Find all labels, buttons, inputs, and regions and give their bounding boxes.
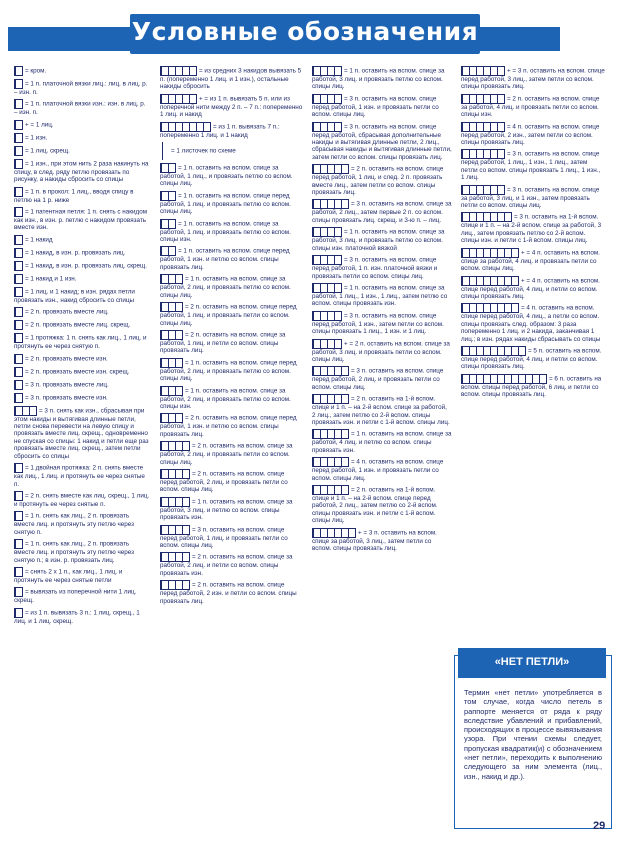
legend-text: = 3 п. оставить на вспом. спице перед работой, 1 изн. и провязать петли со вспом. спицы лиц. <box>312 95 439 119</box>
chart-symbol-icon <box>160 246 176 256</box>
legend-text: = 1 п. оставить на вспом. спице за работой, 2 лиц. и провязать петлю со вспом. спицы лиц. <box>160 275 291 299</box>
chart-symbol-icon <box>160 497 190 507</box>
legend-text: = 1 накид <box>25 236 53 244</box>
legend-entry <box>14 187 150 204</box>
legend-entry <box>14 235 150 245</box>
legend-entry <box>14 380 150 390</box>
legend-entry <box>14 248 150 258</box>
legend-column-1 <box>14 66 150 628</box>
chart-symbol-icon <box>14 406 37 416</box>
legend-entry <box>160 330 303 355</box>
legend-entry <box>160 219 303 244</box>
legend-entry <box>14 146 150 156</box>
legend-text: = 1 изн. <box>25 134 48 142</box>
legend-entry <box>312 199 452 224</box>
chart-symbol-icon <box>160 469 190 479</box>
legend-text: = 2 п. оставить на 1-й вспом. спице и 1 п. – на 2-й вспом. спице перед работой, 2 лиц., затем петлю со 2-й вспом. спицы провязать изн. и петли с 1-й вспом. спицы лиц. <box>312 486 438 525</box>
legend-entry <box>461 303 605 343</box>
chart-symbol-icon <box>14 333 23 343</box>
legend-entry <box>14 587 150 604</box>
legend-entry <box>461 346 605 371</box>
chart-symbol-icon <box>14 367 23 377</box>
legend-entry <box>14 287 150 304</box>
legend-entry <box>160 191 303 216</box>
chart-symbol-icon <box>160 302 183 312</box>
legend-entry <box>14 406 150 460</box>
legend-entry <box>14 99 150 116</box>
chart-symbol-icon <box>312 429 349 439</box>
chart-symbol-icon <box>160 122 211 132</box>
chart-symbol-icon <box>14 320 23 330</box>
legend-entry <box>14 567 150 584</box>
legend-entry <box>160 441 303 466</box>
chart-symbol-icon <box>14 608 23 618</box>
chart-symbol-icon <box>160 441 190 451</box>
legend-text: = 1 п. оставить на вспом. спице за работой, 1 лиц., 1 изн., 1 лиц., затем петлю со вспом. спицы провязать изн. <box>312 284 448 308</box>
legend-text: = из 1 п. вывязать 3 п.: 1 лиц. скрещ., 1 лиц. и 1 лиц. скрещ. <box>14 609 140 625</box>
legend-text: = 1 п. снять как лиц., 2 п. провязать вместе лиц. и протянуть эту петлю через снятую п.; в изн. р. провязать лиц. <box>14 540 135 564</box>
legend-text: = 3 п. оставить на вспом. спице за работой, 2 лиц., затем первые 2 п. со вспом. спицы провязать лиц. скрещ. и 3-ю п. – лиц. <box>312 201 452 224</box>
legend-entry <box>14 333 150 350</box>
chart-symbol-icon <box>312 122 342 132</box>
legend-text: = 3 п. оставить на 1-й вспом. спице и 1 п. – на 2-й вспом. спице за работой, 3 лиц., затем провязать петлю со 2-й вспом. спицы изн. и петли с 1-й вспом. спицы лиц. <box>461 214 602 245</box>
chart-symbol-icon <box>14 393 23 403</box>
legend-entry <box>461 66 605 91</box>
chart-symbol-icon <box>14 248 23 258</box>
leaf-symbol-icon <box>162 142 165 160</box>
legend-entry <box>312 283 452 308</box>
chart-symbol-icon <box>312 164 349 174</box>
chart-symbol-icon <box>461 374 547 384</box>
chart-symbol-icon <box>160 94 197 104</box>
chart-symbol-icon <box>160 525 190 535</box>
chart-symbol-icon <box>14 66 23 76</box>
chart-symbol-icon <box>160 274 183 284</box>
chart-symbol-icon <box>160 358 183 368</box>
legend-entry <box>14 120 150 130</box>
legend-entry <box>160 94 303 119</box>
chart-symbol-icon <box>461 185 505 195</box>
legend-entry <box>14 307 150 317</box>
legend-text: + = из 1 п. вывязать 5 п. или из поперечной нити между 2 п. – 7 п.: попеременно 1 лиц. и накид <box>160 95 303 119</box>
chart-symbol-icon <box>461 276 519 286</box>
legend-text: = 1 п. в прокол: 1 лиц., вводя спицу в петлю на 1 р. ниже <box>14 188 134 204</box>
legend-text: = 2 п. оставить на вспом. спице перед работой, 2 лиц. и провязать петли со вспом. спицы лиц. <box>160 470 288 494</box>
chart-symbol-icon <box>14 511 23 521</box>
page-title: Условные обозначения <box>131 17 479 46</box>
legend-text: = 1 п. оставить на вспом. спице перед работой, 2 лиц. и провязать петлю со вспом. спицы лиц. <box>160 359 297 383</box>
legend-entry <box>312 122 452 162</box>
legend-text: = из 1 п. вывязать 7 п.: попеременно 1 лиц. и 1 накид <box>160 123 280 139</box>
legend-text: + = 2 п. оставить на вспом. спице за работой, 3 лиц. и провязать петли со вспом. спицы лиц. <box>312 340 450 363</box>
legend-text: = 1 лиц. и 1 накид; в изн. рядах петли провязать изн., накид сбросить со спицы <box>14 288 135 304</box>
legend-entry <box>160 525 303 550</box>
legend-entry <box>14 261 150 271</box>
legend-text: = 2 п. оставить на вспом. спице перед работой, 1 лиц. и след. 2 п. провязать вместе лиц., затем петли со вспом. спицы провязать лиц. <box>312 165 444 197</box>
legend-entry <box>160 274 303 299</box>
legend-entry <box>14 491 150 508</box>
legend-entry <box>160 122 303 139</box>
legend-text: = 1 п. оставить на вспом. спице за работой, 3 лиц. и провязать петлю со вспом. спицы лиц. <box>312 67 445 91</box>
chart-symbol-icon <box>160 330 183 340</box>
legend-text: = 2 п. провязать вместе изн. скрещ. <box>25 368 130 376</box>
legend-text: = 3 п. провязать вместе лиц. <box>25 381 109 389</box>
chart-symbol-icon <box>160 163 176 173</box>
no-loop-title: «НЕТ ПЕТЛИ» <box>494 656 570 668</box>
chart-symbol-icon <box>312 66 342 76</box>
legend-entry <box>312 94 452 119</box>
legend-text: = 3 п. оставить на вспом. спице за работой, 3 лиц. и 1 изн., затем провязать петли со вспом. спицы лиц. <box>461 186 600 210</box>
legend-text: + = 4 п. оставить на вспом. спице за работой, 4 лиц. и провязать петли со вспом. спицы лиц. <box>461 249 600 273</box>
legend-text: = 4 п. оставить на вспом. спице перед работой, 2 изн., затем петли со вспом. спицы провязать лиц. <box>461 123 600 147</box>
chart-symbol-icon <box>312 227 342 237</box>
chart-symbol-icon <box>14 539 23 549</box>
legend-entry <box>312 255 452 280</box>
legend-entry <box>461 248 605 273</box>
legend-text: = 3 п. оставить на вспом. спице перед работой, сбрасывая дополнительные накиды и вытягивая длинные петли, 2 лиц., сбрасывая накиды и вытягивая длинные петли, затем петли со вспом. спицы провязать лиц. <box>312 123 452 161</box>
legend-entry <box>312 457 452 482</box>
chart-symbol-icon <box>312 457 349 467</box>
legend-entry <box>461 212 605 244</box>
legend-column-2 <box>160 66 303 608</box>
legend-text: = 1 п. оставить на вспом. спице за работой, 2 лиц. и провязать петлю со вспом. спицы изн. <box>160 387 291 410</box>
legend-text: = 2 п. провязать вместе лиц. <box>25 308 109 316</box>
legend-entry <box>14 133 150 143</box>
legend-entry <box>312 66 452 91</box>
legend-text: = 2 п. провязать вместе лиц. скрещ. <box>25 321 131 329</box>
chart-symbol-icon <box>160 66 197 76</box>
legend-entry <box>14 463 150 488</box>
chart-symbol-icon <box>312 366 349 376</box>
chart-symbol-icon <box>14 207 23 217</box>
legend-text: = снять 2 х 1 п., как лиц., 1 лиц. и протянуть ее через снятые петли <box>14 568 123 584</box>
legend-text: = 1 двойная протяжка: 2 п. снять вместе как лиц., 1 лиц. и протянуть ее через снятые п. <box>14 464 145 488</box>
chart-symbol-icon <box>14 491 23 501</box>
legend-entry <box>461 185 605 210</box>
chart-symbol-icon <box>14 587 23 597</box>
legend-text: = 1 п. оставить на вспом. спице перед работой, 1 лиц. и провязать петлю со вспом. спицы лиц. <box>160 192 291 216</box>
legend-column-3 <box>312 66 452 555</box>
legend-entry <box>14 207 150 232</box>
chart-symbol-icon <box>461 66 505 76</box>
legend-entry <box>160 580 303 605</box>
legend-text: = 1 п. оставить на вспом. спице за работой, 3 лиц. и петлю со вспом. спицы провязать изн. <box>160 498 293 522</box>
legend-text: = 1 накид, в изн. р. провязать лиц. скрещ. <box>25 262 147 270</box>
legend-text: = 2 п. оставить на вспом. спице перед работой, 2 изн. и петли со вспом. спицы провязать лиц. <box>160 581 297 605</box>
legend-text: = 5 п. оставить на вспом. спице перед работой, 4 лиц. и петли со вспом. спицы провязать лиц. <box>461 347 602 371</box>
legend-text: + = 3 п. оставить на вспом. спице перед работой, 3 лиц., затем петли со вспом. спицы провязать лиц. <box>461 67 605 91</box>
legend-entry <box>14 511 150 536</box>
chart-symbol-icon <box>14 79 23 89</box>
chart-symbol-icon <box>312 339 342 349</box>
legend-entry <box>14 320 150 330</box>
legend-entry <box>312 528 452 553</box>
chart-symbol-icon <box>14 120 23 130</box>
legend-entry <box>160 163 303 188</box>
legend-text: = 1 п. платочной вязки лиц.: лиц. в лиц. р. – изн. п. <box>14 80 148 96</box>
legend-entry <box>14 608 150 625</box>
legend-text: + = 3 п. оставить на вспом. спице за работой, 3 лиц., затем петли со вспом. спицы провязать лиц. <box>312 529 437 553</box>
legend-text: = 1 п. оставить на вспом. спице за работой, 1 лиц., и провязать петлю со вспом. спицы лиц. <box>160 164 293 188</box>
chart-symbol-icon <box>14 261 23 271</box>
chart-symbol-icon <box>14 133 23 143</box>
legend-text: = 1 накид, в изн. р. провязать лиц. <box>25 249 126 257</box>
chart-symbol-icon <box>14 380 23 390</box>
page-number: 29 <box>593 820 606 832</box>
legend-entry <box>14 79 150 96</box>
legend-entry <box>14 367 150 377</box>
chart-symbol-icon <box>14 99 23 109</box>
chart-symbol-icon <box>160 386 183 396</box>
chart-symbol-icon <box>14 354 23 364</box>
legend-text: = 2 п. оставить на вспом. спице перед работой, 1 изн. и петлю со вспом. спицы провязать лиц. <box>160 415 297 438</box>
legend-text: = из средних 3 накидов вывязать 5 п. (попеременно 1 лиц. и 1 изн.), остальные накиды сбросить <box>160 67 302 91</box>
legend-text: = 3 п. оставить на вспом. спице перед работой, 1 лиц., 1 изн., 1 лиц., затем петли со вспом. спицы провязать 1 лиц., 1 изн., 1 лиц. <box>461 151 601 182</box>
chart-symbol-icon <box>160 552 190 562</box>
chart-symbol-icon <box>14 463 23 473</box>
legend-text: = 1 патентная петля: 1 п. снять с накидом как изн., в изн. р. петлю с накидом провязать вместе изн. <box>14 208 148 232</box>
legend-text: = 3 п. снять как изн., сбрасывая при этом накиды и вытягивая длинные петли, петли снова перевести на левую спицу и провязать вместе лиц. скрещ., одновременно не спуская со спицы: 1 накид и петли еще раз провязать вместе лиц. скрещ., затем петли сбросить со спицы <box>14 407 149 460</box>
chart-symbol-icon <box>160 413 183 423</box>
chart-symbol-icon <box>461 303 519 313</box>
legend-entry <box>160 497 303 522</box>
chart-symbol-icon <box>461 149 505 159</box>
legend-entry <box>14 539 150 564</box>
legend-text: = 2 п. оставить на 1-й вспом. спице и 1 п. – на 2-й вспом. спице за работой, 2 лиц., затем петлю со 2-й вспом. спицы провязать изн. и петли с 1-й вспом. спицы лиц. <box>312 395 450 426</box>
legend-text: = вывязать из поперечной нити 1 лиц. скрещ. <box>14 589 137 605</box>
legend-text: = 1 п. оставить на вспом. спице за работой, 4 лиц. и петлю со вспом. спицы провязать изн. <box>312 431 452 454</box>
legend-text: = 4 п. оставить на вспом. спице перед работой, 4 лиц., а петли со вспом. спицы провязать след. образом: 3 раза попеременно 1 лиц. и 2 накида, заканчивая 1 лиц.; в изн. рядах накиды сбрасывать со спицы <box>461 304 601 343</box>
legend-entry <box>312 366 452 391</box>
legend-text: = 2 п. оставить на вспом. спице за работой, 2 лиц. и петли со вспом. спицы провязать изн. <box>160 554 293 577</box>
chart-symbol-icon <box>14 235 23 245</box>
chart-symbol-icon <box>14 307 23 317</box>
legend-entry <box>312 227 452 252</box>
legend-text: = 1 изн., при этом нить 2 раза накинуть на спицу, в след. ряду петлю провязать по рисунку, а накиды сбросить со спицы <box>14 160 149 184</box>
chart-symbol-icon <box>312 394 349 404</box>
chart-symbol-icon <box>461 212 512 222</box>
chart-symbol-icon <box>461 248 519 258</box>
legend-text: = 2 п. оставить на вспом. спице за работой, 4 лиц. и провязать петли со вспом. спицы изн. <box>461 95 600 119</box>
legend-entry <box>312 429 452 454</box>
chart-symbol-icon <box>312 283 342 293</box>
legend-entry <box>461 94 605 119</box>
legend-entry <box>160 302 303 327</box>
legend-text: + = 1 лиц. <box>25 121 54 129</box>
chart-symbol-icon <box>461 94 505 104</box>
chart-symbol-icon <box>160 580 190 590</box>
legend-entry <box>160 386 303 411</box>
chart-symbol-icon <box>312 199 349 209</box>
legend-entry <box>312 394 452 426</box>
chart-symbol-icon <box>312 255 342 265</box>
legend-text: = 1 накид и 1 изн. <box>25 275 77 283</box>
chart-symbol-icon <box>14 146 23 156</box>
legend-entry <box>312 485 452 525</box>
legend-entry <box>14 354 150 364</box>
chart-symbol-icon <box>461 122 505 132</box>
chart-symbol-icon <box>14 187 23 197</box>
legend-text: = 3 п. оставить на вспом. спице перед работой, 1 лиц. и провязать петли со вспом. спицы лиц. <box>160 526 288 549</box>
legend-entry <box>14 393 150 403</box>
legend-entry <box>461 276 605 301</box>
legend-entry <box>312 164 452 196</box>
chart-symbol-icon <box>14 567 23 577</box>
legend-entry <box>160 66 303 91</box>
chart-symbol-icon <box>14 274 23 284</box>
legend-entry <box>160 246 303 271</box>
legend-text: = 1 п. оставить на вспом. спице за работой, 1 лиц. и провязать петлю со вспом. спицы изн. <box>160 220 291 244</box>
legend-text: = 2 п. оставить на вспом. спице перед работой, 1 лиц. и провязать петли со вспом. спицы лиц. <box>160 303 297 327</box>
legend-text: = 3 п. оставить на вспом. спице перед работой, 1 изн., затем петли со вспом. спицы провязать 1 лиц., 1 изн. и 1 лиц. <box>312 312 444 336</box>
legend-entry <box>14 66 150 76</box>
legend-entry <box>14 159 150 184</box>
legend-text: = кром. <box>25 67 47 75</box>
legend-text: = 3 п. оставить на вспом. спице перед работой, 1 п. изн. платочной вязки и провязать петли со вспом. спицы лиц. <box>312 256 438 280</box>
legend-column-4 <box>461 66 605 402</box>
chart-symbol-icon <box>160 219 176 229</box>
legend-text: = 3 п. оставить на вспом. спице перед работой, 2 лиц. и провязать петли со вспом. спицы лиц. <box>312 368 444 391</box>
legend-text: = 2 п. снять вместе как лиц. скрещ., 1 лиц. и протянуть ее через снятые п. <box>14 492 150 508</box>
chart-symbol-icon <box>312 94 342 104</box>
legend-entry <box>461 149 605 181</box>
chart-symbol-icon <box>312 311 342 321</box>
legend-entry <box>312 311 452 336</box>
legend-entry <box>160 552 303 577</box>
legend-text: = 3 п. провязать вместе изн. <box>25 394 108 402</box>
legend-text: = 1 п. оставить на вспом. спице перед работой, 1 изн. и петлю со вспом. спицы провязать лиц. <box>160 248 290 271</box>
legend-text: = 1 п. оставить на вспом. спице за работой, 3 лиц. и провязать петлю со вспом. спицы изн. платочной вязкой <box>312 228 445 252</box>
legend-text: = 4 п. оставить на вспом. спице перед работой, 1 изн. и провязать петли со вспом. спицы лиц. <box>312 458 444 482</box>
chart-symbol-icon <box>160 191 176 201</box>
legend-entry <box>14 274 150 284</box>
legend-entry <box>461 122 605 147</box>
legend-text: = 1 листочек по схеме <box>171 147 236 155</box>
chart-symbol-icon <box>312 485 349 495</box>
legend-text: = 2 п. оставить на вспом. спице за работой, 1 лиц. и петли со вспом. спицы провязать лиц. <box>160 331 286 355</box>
legend-entry <box>461 374 605 399</box>
legend-text: = 1 п. платочной вязки изн.: изн. в лиц. р. – изн. п. <box>14 101 146 117</box>
legend-entry <box>160 358 303 383</box>
no-loop-text: Термин «нет петли» употребляется в том случае, когда число петель в раппорте меняется от ряда к ряду вследствие убавлений и прибавлений, происходящих в процессе вывязывания узора. При чтении схемы следует, пропуская квадратик(и) с обозначением «нет петли», переходить к выполнению следующего за ним элемента (лиц., изн., накид и др.). <box>464 688 602 781</box>
legend-text: = 6 п. оставить на вспом. спицы перед работой, 6 лиц. и петли со вспом. спицы провязать лиц. <box>461 375 602 399</box>
chart-symbol-icon <box>461 346 526 356</box>
chart-symbol-icon <box>14 287 23 297</box>
legend-text: = 2 п. оставить на вспом. спице за работой, 2 лиц. и провязать петли со вспом. спицы лиц. <box>160 442 293 466</box>
page-header <box>0 0 620 62</box>
legend-entry <box>312 339 452 364</box>
legend-entry <box>160 142 303 160</box>
legend-text: = 1 протяжка: 1 п. снять как лиц., 1 лиц. и протянуть ее через снятую п. <box>14 334 147 351</box>
legend-text: = 1 п. снять как лиц., 2 п. провязать вместе лиц. и протянуть эту петлю через снятую п. <box>14 512 135 536</box>
legend-text: + = 4 п. оставить на вспом. спице перед работой, 4 лиц. и петли со вспом. спицы провязать лиц. <box>461 277 600 300</box>
legend-text: = 2 п. провязать вместе изн. <box>25 355 108 363</box>
legend-entry <box>160 413 303 438</box>
legend-entry <box>160 469 303 494</box>
chart-symbol-icon <box>312 528 356 538</box>
legend-text: = 1 лиц. скрещ. <box>25 147 70 155</box>
chart-symbol-icon <box>14 159 23 169</box>
